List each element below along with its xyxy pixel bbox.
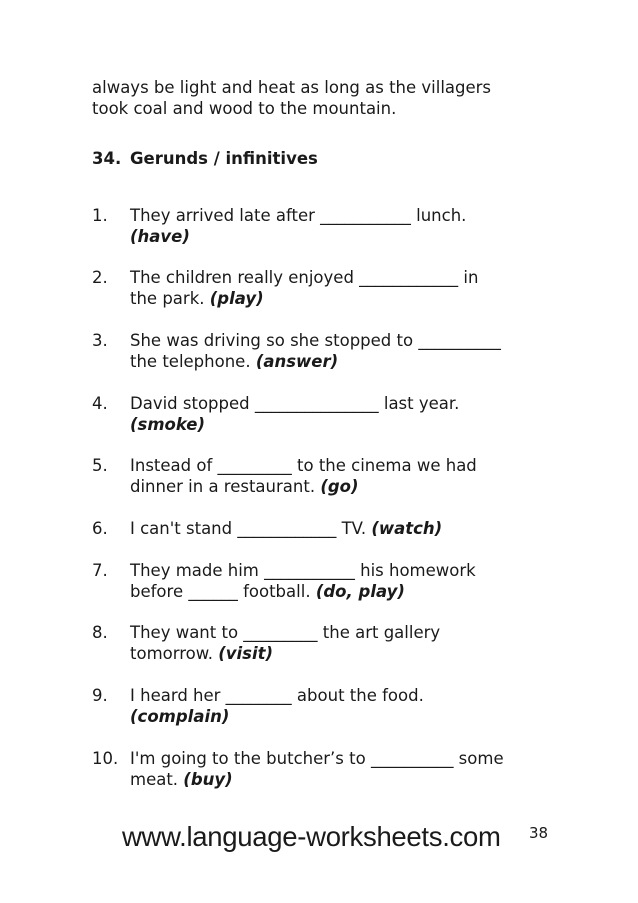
exercise-hint: (buy) bbox=[183, 770, 233, 789]
exercise-hint: (play) bbox=[209, 289, 264, 308]
exercise-number: 10. bbox=[92, 749, 119, 768]
intro-line-1: always be light and heat as long as the villagers bbox=[92, 78, 492, 97]
exercise-item bbox=[92, 267, 562, 330]
exercise-sentence: I can't stand ____________ TV. bbox=[130, 519, 372, 538]
exercise-hint: (watch) bbox=[371, 519, 443, 538]
exercise-sentence-cont: dinner in a restaurant. bbox=[130, 477, 321, 496]
exercise-item bbox=[92, 748, 562, 790]
exercise-hint: (have) bbox=[130, 227, 190, 246]
exercise-sentence-cont: before ______ football. bbox=[130, 582, 316, 601]
exercise-sentence-cont: tomorrow. bbox=[130, 644, 219, 663]
exercise-hint: (smoke) bbox=[130, 415, 206, 434]
exercise-sentence-cont: meat. bbox=[130, 770, 184, 789]
footer-website-url: www.language-worksheets.com bbox=[122, 821, 501, 852]
exercise-number: 7. bbox=[92, 561, 108, 580]
page-number: 38 bbox=[529, 824, 549, 842]
exercise-item bbox=[92, 393, 562, 455]
exercise-sentence-cont: the park. bbox=[130, 289, 210, 308]
exercise-item bbox=[92, 560, 562, 622]
exercise-sentence: I heard her ________ about the food. bbox=[130, 686, 424, 705]
exercise-number: 4. bbox=[92, 394, 108, 413]
exercise-number: 3. bbox=[92, 331, 108, 350]
exercise-number: 1. bbox=[92, 206, 108, 225]
exercise-item bbox=[92, 622, 562, 685]
exercise-item bbox=[92, 455, 562, 518]
exercise-sentence-cont: the telephone. bbox=[130, 352, 256, 371]
exercise-sentence: David stopped _______________ last year. bbox=[130, 394, 460, 413]
exercise-hint: (do, play) bbox=[315, 582, 405, 601]
exercise-number: 5. bbox=[92, 456, 108, 475]
exercise-hint: (visit) bbox=[218, 644, 274, 663]
exercise-sentence: They want to _________ the art gallery bbox=[130, 623, 441, 642]
exercise-sentence: The children really enjoyed ____________ in bbox=[130, 268, 479, 287]
intro-paragraph bbox=[92, 77, 562, 119]
exercise-sentence: They arrived late after ___________ lunch. bbox=[130, 206, 467, 225]
exercise-item bbox=[92, 205, 562, 267]
exercise-sentence: She was driving so she stopped to __________ bbox=[130, 331, 501, 350]
exercise-hint: (answer) bbox=[255, 352, 339, 371]
exercise-sentence: Instead of _________ to the cinema we had bbox=[130, 456, 477, 475]
exercise-number: 8. bbox=[92, 623, 108, 642]
exercise-item bbox=[92, 518, 562, 560]
exercise-number: 2. bbox=[92, 268, 108, 287]
exercise-sentence: I'm going to the butcher’s to __________ some bbox=[130, 749, 504, 768]
section-number: 34. bbox=[92, 149, 122, 168]
exercise-sentence: They made him ___________ his homework bbox=[130, 561, 476, 580]
exercise-item bbox=[92, 685, 562, 748]
section-heading bbox=[92, 148, 318, 169]
exercise-number: 6. bbox=[92, 519, 108, 538]
intro-line-2: took coal and wood to the mountain. bbox=[92, 99, 397, 118]
section-title: Gerunds / infinitives bbox=[130, 149, 318, 168]
exercise-list bbox=[92, 205, 562, 790]
exercise-hint: (complain) bbox=[130, 707, 230, 726]
exercise-item bbox=[92, 330, 562, 393]
exercise-hint: (go) bbox=[320, 477, 359, 496]
exercise-number: 9. bbox=[92, 686, 108, 705]
